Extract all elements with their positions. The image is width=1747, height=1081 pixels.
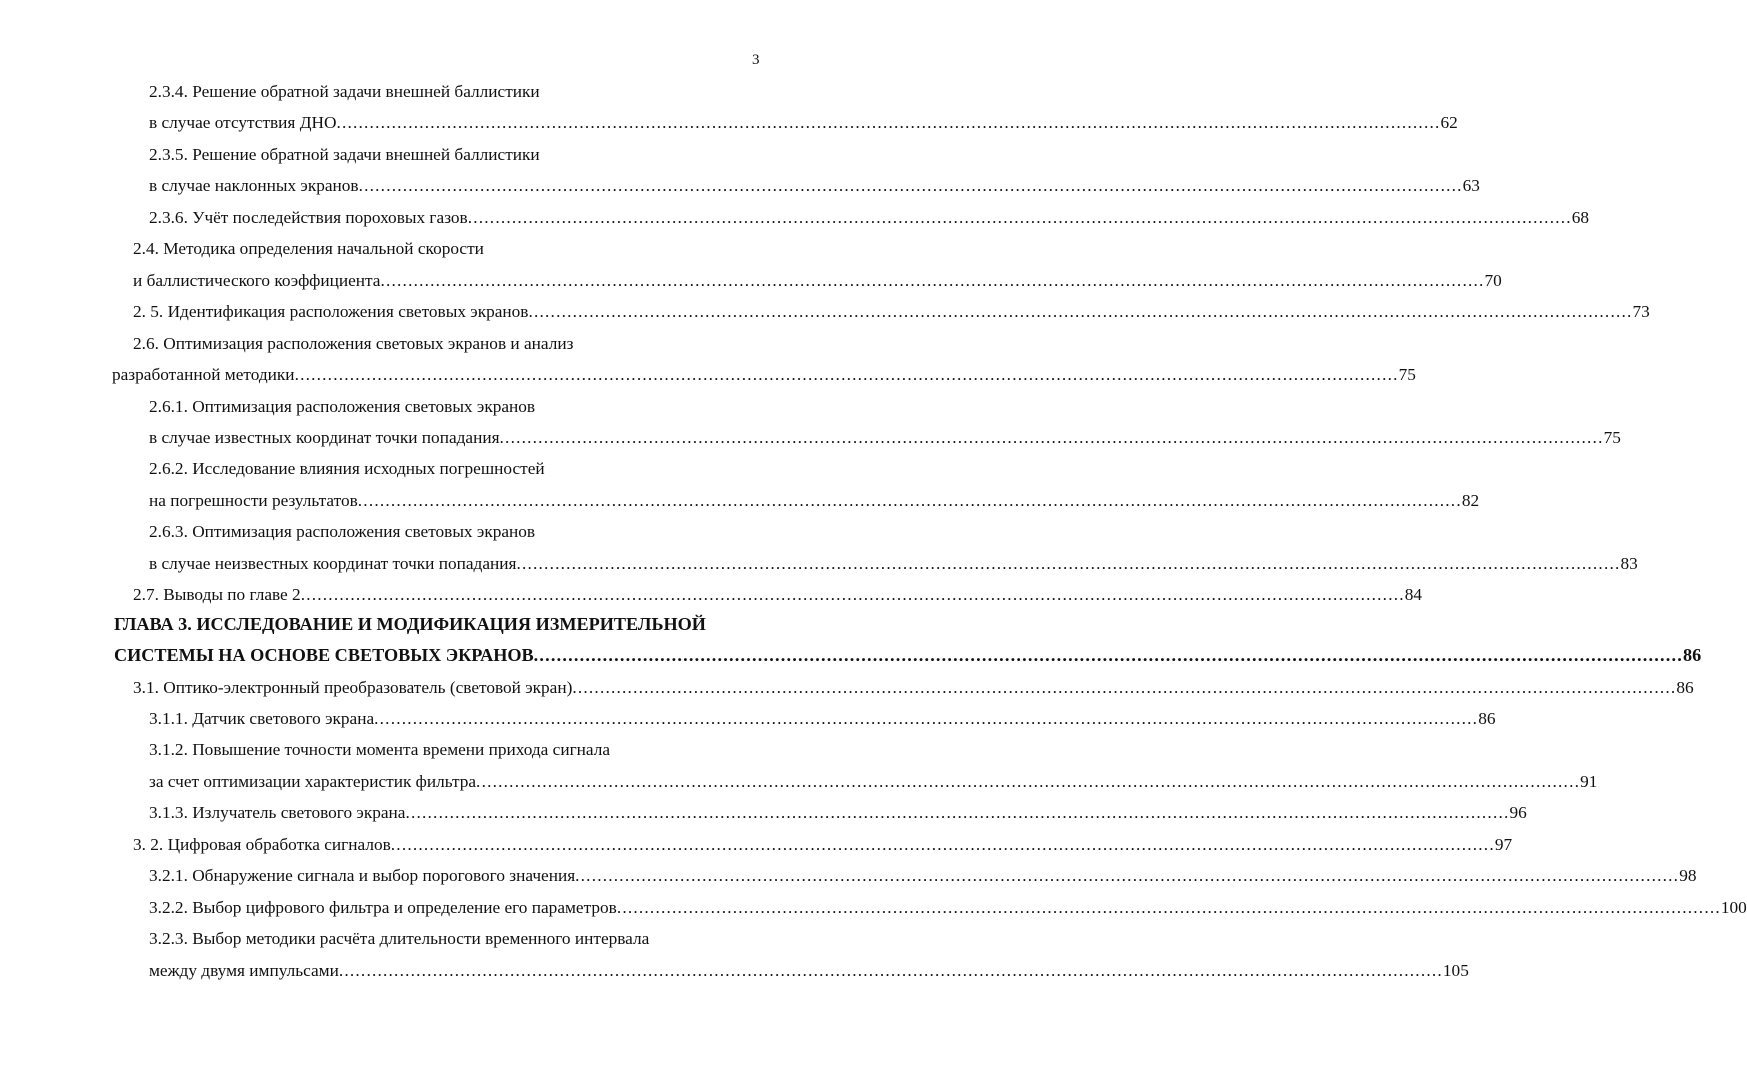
toc-entry-title: 2. 5. Идентификация расположения световых экранов bbox=[133, 302, 529, 322]
toc-page-number: 82 bbox=[1461, 490, 1480, 510]
dot-leader: ........................................................................................................................................................................................................ bbox=[338, 960, 1443, 980]
toc-page-number: 86 bbox=[1478, 709, 1496, 728]
dot-leader: ........................................................................................................................................................................................................ bbox=[467, 207, 1572, 227]
toc-page-number: 97 bbox=[1494, 834, 1513, 854]
toc-chapter-line bbox=[114, 609, 706, 640]
dot-leader: ........................................................................................................................................................................................................ bbox=[357, 490, 1462, 510]
toc-page-number: 63 bbox=[1462, 176, 1480, 196]
dot-leader: ........................................................................................................................................................................................................ bbox=[380, 270, 1485, 290]
toc-entry bbox=[133, 296, 1650, 327]
toc-page-number: 83 bbox=[1620, 553, 1638, 573]
toc-entry bbox=[149, 202, 1590, 233]
toc-entry-title: в случае неизвестных координат точки попадания bbox=[149, 553, 517, 573]
toc-entry-title: 3.2.1. Обнаружение сигнала и выбор порогового значения bbox=[149, 866, 576, 886]
toc-entry bbox=[133, 233, 484, 264]
toc-entry bbox=[149, 734, 610, 765]
toc-entry-title: СИСТЕМЫ НА ОСНОВЕ СВЕТОВЫХ ЭКРАНОВ bbox=[114, 645, 534, 666]
toc-entry-title: 2.6.1. Оптимизация расположения световых экранов bbox=[149, 396, 536, 416]
toc-entry-title: в случае отсутствия ДНО bbox=[149, 113, 337, 133]
toc-page-number: 75 bbox=[1603, 427, 1621, 447]
toc-entry bbox=[149, 422, 1621, 453]
toc-entry-title: и баллистического коэффициента bbox=[133, 270, 381, 290]
toc-page-number: 73 bbox=[1632, 302, 1650, 322]
toc-entry bbox=[149, 453, 545, 484]
dot-leader: ........................................................................................................................................................................................................ bbox=[476, 771, 1581, 791]
toc-entry-title: 2.4. Методика определения начальной скорости bbox=[133, 239, 484, 259]
toc-entry-title: в случае известных координат точки попадания bbox=[149, 427, 500, 447]
toc-page-number: 100 bbox=[1720, 897, 1747, 917]
toc-page-number: 96 bbox=[1509, 803, 1527, 823]
dot-leader: ........................................................................................................................................................................................................ bbox=[528, 302, 1633, 322]
dot-leader: ........................................................................................................................................................................................................ bbox=[405, 803, 1510, 823]
dot-leader: ........................................................................................................................................................................................................ bbox=[516, 553, 1621, 573]
toc-page-number: 68 bbox=[1571, 207, 1590, 227]
page-number: 3 bbox=[752, 52, 760, 68]
toc-entry-title: 3.1. Оптико-электронный преобразователь (световой экран) bbox=[133, 677, 573, 697]
toc-entry-title: 2.6.2. Исследование влияния исходных погрешностей bbox=[149, 459, 545, 479]
toc-entry bbox=[149, 516, 535, 547]
dot-leader: ........................................................................................................................................................................................................ bbox=[499, 427, 1604, 447]
toc-entry bbox=[149, 485, 1480, 516]
toc-entry bbox=[133, 829, 1513, 860]
toc-entry bbox=[149, 703, 1496, 734]
toc-entry bbox=[149, 76, 540, 107]
toc-page-number: 98 bbox=[1679, 866, 1697, 886]
toc-entry bbox=[149, 391, 535, 422]
dot-leader: ........................................................................................................................................................................................................ bbox=[575, 866, 1680, 886]
dot-leader: ........................................................................................................................................................................................................ bbox=[572, 677, 1677, 697]
dot-leader: ........................................................................................................................................................................................................ bbox=[300, 585, 1405, 605]
toc-entry bbox=[149, 860, 1697, 891]
toc-entry bbox=[149, 548, 1638, 579]
toc-entry bbox=[149, 797, 1527, 828]
toc-entry-title: 3.1.3. Излучатель светового экрана bbox=[149, 803, 406, 823]
toc-entry-title: 3.1.1. Датчик светового экрана bbox=[149, 709, 375, 728]
toc-page-number: 105 bbox=[1442, 960, 1469, 980]
dot-leader: ........................................................................................................................................................................................................ bbox=[336, 113, 1441, 133]
toc-entry-title: 3.1.2. Повышение точности момента времени прихода сигнала bbox=[149, 740, 611, 760]
toc-entry bbox=[149, 955, 1469, 986]
dot-leader: ........................................................................................................................................................................................................ bbox=[294, 365, 1399, 385]
dot-leader: ........................................................................................................................................................................................................ bbox=[358, 176, 1463, 196]
toc-entry bbox=[149, 766, 1598, 797]
toc-page-number: 91 bbox=[1580, 771, 1598, 791]
toc-page-number: 75 bbox=[1398, 365, 1416, 385]
toc-entry bbox=[133, 579, 1423, 610]
toc-entry bbox=[133, 265, 1502, 296]
toc-entry-title: 3.2.3. Выбор методики расчёта длительности временного интервала bbox=[149, 929, 650, 949]
toc-entry-title: 2.6. Оптимизация расположения световых экранов и анализ bbox=[133, 333, 574, 353]
toc-entry-title: 3. 2. Цифровая обработка сигналов bbox=[133, 834, 391, 854]
toc-entry bbox=[149, 170, 1480, 201]
toc-entry-title: 2.3.6. Учёт последействия пороховых газов bbox=[149, 207, 468, 227]
toc-page-number: 70 bbox=[1484, 270, 1502, 290]
toc-page-number: 62 bbox=[1440, 113, 1458, 133]
toc-page-number: 84 bbox=[1404, 585, 1423, 605]
dot-leader: ........................................................................................................................................................................................................ bbox=[374, 709, 1479, 728]
toc-entry-title: за счет оптимизации характеристик фильтра bbox=[149, 771, 477, 791]
toc-entry-title: на погрешности результатов bbox=[149, 490, 358, 510]
toc-entry bbox=[149, 107, 1458, 138]
toc-entry-title: между двумя импульсами bbox=[149, 960, 339, 980]
dot-leader: ........................................................................................................................................................................................................ bbox=[390, 834, 1495, 854]
toc-entry bbox=[149, 923, 649, 954]
dot-leader: ........................................................................................................................................................................................................ bbox=[616, 897, 1721, 917]
toc-entry-title: в случае наклонных экранов bbox=[149, 176, 359, 196]
toc-entry-title: 2.3.4. Решение обратной задачи внешней баллистики bbox=[149, 82, 540, 101]
toc-entry-title: 2.7. Выводы по главе 2 bbox=[133, 585, 301, 605]
toc-entry-title: ГЛАВА 3. ИССЛЕДОВАНИЕ И МОДИФИКАЦИЯ ИЗМЕРИТЕЛЬНОЙ bbox=[114, 613, 706, 634]
toc-entry-title: разработанной методики bbox=[112, 365, 295, 385]
toc-entry bbox=[133, 328, 573, 359]
toc-entry bbox=[149, 139, 540, 170]
toc-entry-title: 3.2.2. Выбор цифрового фильтра и определение его параметров bbox=[149, 897, 617, 917]
dot-leader: ........................................................................................................................................................................................................ bbox=[533, 645, 1684, 666]
toc-entry bbox=[149, 892, 1747, 923]
toc-page-number: 86 bbox=[1683, 645, 1702, 666]
toc-page-number: 86 bbox=[1676, 677, 1694, 697]
toc-entry-title: 2.6.3. Оптимизация расположения световых экранов bbox=[149, 522, 536, 542]
toc-entry-title: 2.3.5. Решение обратной задачи внешней баллистики bbox=[149, 144, 540, 164]
toc-entry bbox=[112, 359, 1416, 390]
toc-entry bbox=[133, 672, 1694, 703]
toc-chapter-line bbox=[114, 640, 1702, 671]
